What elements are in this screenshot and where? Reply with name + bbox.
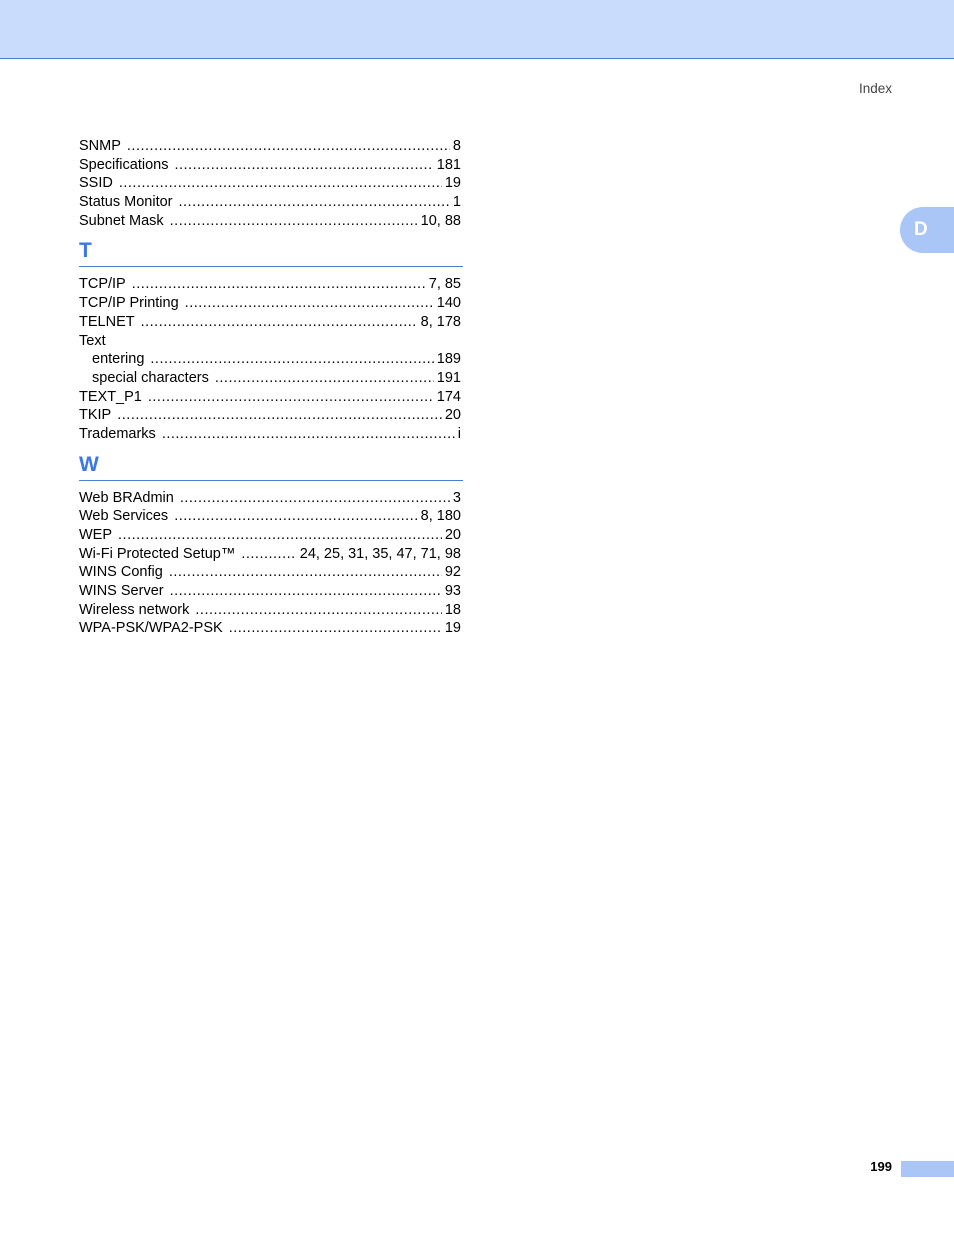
- dot-leader: [148, 388, 434, 407]
- index-entry: [79, 137, 461, 156]
- dot-leader: [119, 174, 442, 193]
- dot-leader: [170, 212, 418, 231]
- entry-pages: 19: [444, 175, 461, 192]
- footer-band: [901, 1161, 954, 1177]
- chapter-tab: D: [900, 207, 954, 253]
- entry-term: Wireless network: [79, 601, 190, 618]
- dot-leader: [185, 294, 434, 313]
- index-entry: [79, 406, 461, 425]
- entry-term: TCP/IP Printing: [79, 295, 179, 312]
- entry-pages: 19: [444, 620, 461, 637]
- index-entry: [79, 156, 461, 175]
- dot-leader: [174, 156, 433, 175]
- entry-pages: 140: [436, 295, 461, 312]
- index-entry: [79, 212, 461, 231]
- entry-term: SNMP: [79, 138, 121, 154]
- entry-pages: i: [457, 425, 461, 442]
- entry-term: Specifications: [79, 156, 169, 173]
- entry-term: SSID: [79, 175, 113, 192]
- dot-leader: [169, 563, 442, 582]
- index-subentry: [79, 369, 461, 388]
- entry-term: Web BRAdmin: [79, 489, 174, 506]
- entry-term: Status Monitor: [79, 194, 173, 211]
- entry-pages: 92: [444, 564, 461, 581]
- index-entry: [79, 174, 461, 193]
- header-band: [0, 0, 954, 59]
- entry-term: Web Services: [79, 508, 169, 525]
- dot-leader: [179, 193, 450, 212]
- entry-term: WINS Config: [79, 564, 163, 581]
- entry-pages: 3: [452, 489, 461, 506]
- index-entry: [79, 545, 461, 564]
- index-entry: [79, 294, 461, 313]
- index-subentry: [79, 350, 461, 369]
- dot-leader: [241, 545, 296, 564]
- entry-pages: 8: [452, 138, 461, 154]
- entry-pages: 181: [436, 156, 461, 173]
- entry-pages: 18: [444, 601, 461, 618]
- entry-pages: 24, 25, 31, 35, 47, 71, 98: [299, 545, 461, 562]
- entry-term: WEP: [79, 527, 113, 543]
- dot-leader: [180, 489, 450, 508]
- index-entry: [79, 582, 461, 601]
- entry-term: WINS Server: [79, 583, 164, 600]
- entry-pages: 7, 85: [428, 276, 461, 293]
- entry-term: Trademarks: [79, 425, 156, 442]
- entry-term: WPA-PSK/WPA2-PSK: [79, 620, 223, 637]
- index-entry: [79, 507, 461, 526]
- entry-pages: 1: [452, 194, 461, 211]
- index-entry: [79, 193, 461, 212]
- index-entry: [79, 526, 461, 545]
- entry-pages: 10, 88: [420, 212, 461, 229]
- entry-pages: 174: [436, 388, 461, 405]
- entry-term: Subnet Mask: [79, 212, 164, 229]
- running-header: Index: [858, 81, 892, 96]
- dot-leader: [141, 313, 418, 332]
- index-entry: [79, 601, 461, 620]
- entry-pages: 8, 180: [420, 508, 461, 525]
- index-entry: [79, 619, 461, 638]
- index-entry: [79, 489, 461, 508]
- entry-pages: 20: [444, 407, 461, 424]
- dot-leader: [215, 369, 434, 388]
- dot-leader: [118, 526, 442, 545]
- dot-leader: [229, 619, 442, 638]
- index-entry: [79, 388, 461, 407]
- section-heading-t: T: [79, 238, 463, 267]
- index-entry: [79, 313, 461, 332]
- entry-pages: 191: [436, 369, 461, 386]
- page-number: 199: [870, 1159, 892, 1174]
- entry-term: Wi-Fi Protected Setup™: [79, 545, 236, 562]
- dot-leader: [195, 601, 441, 620]
- dot-leader: [162, 425, 455, 444]
- dot-leader: [117, 406, 442, 425]
- entry-term: entering: [92, 351, 145, 368]
- index-entry: [79, 425, 461, 444]
- entry-pages: 189: [436, 351, 461, 368]
- index-entry: [79, 275, 461, 294]
- index-entry-group: [79, 332, 461, 351]
- entry-term: TELNET: [79, 313, 135, 330]
- section-heading-w: W: [79, 452, 463, 481]
- entry-term: special characters: [92, 369, 209, 386]
- entry-pages: 20: [444, 527, 461, 543]
- entry-term: TCP/IP: [79, 276, 126, 293]
- index-entry: [79, 563, 461, 582]
- entry-term: Text: [79, 332, 106, 349]
- entry-term: TEXT_P1: [79, 388, 142, 405]
- dot-leader: [150, 350, 433, 369]
- dot-leader: [127, 137, 450, 156]
- dot-leader: [170, 582, 442, 601]
- index-column: [79, 137, 463, 638]
- dot-leader: [132, 275, 426, 294]
- entry-pages: 8, 178: [420, 313, 461, 330]
- dot-leader: [174, 507, 417, 526]
- entry-pages: 93: [444, 583, 461, 600]
- entry-term: TKIP: [79, 407, 112, 424]
